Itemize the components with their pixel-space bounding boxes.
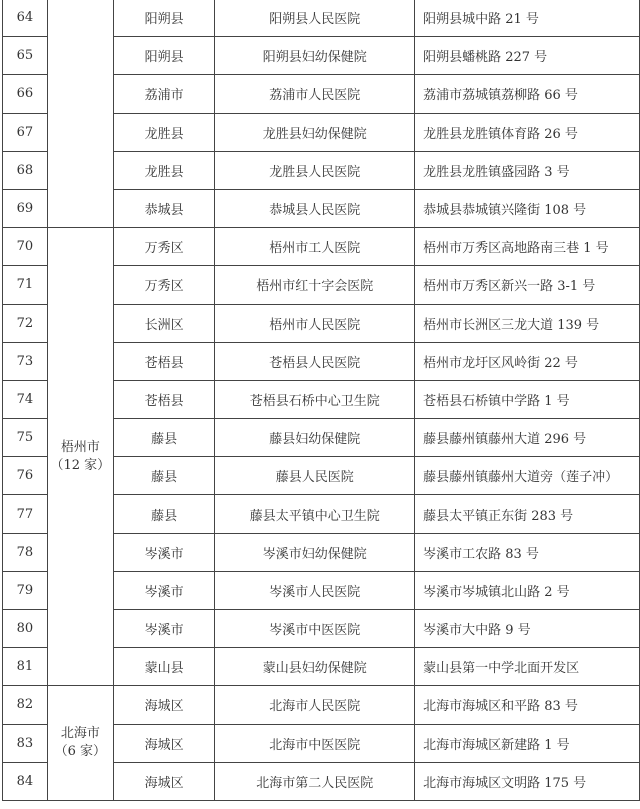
city-cell	[47, 686, 113, 801]
row-number: 67	[3, 113, 48, 151]
row-number: 73	[3, 342, 48, 380]
row-number: 68	[3, 151, 48, 189]
row-number: 64	[3, 0, 48, 37]
hospital-name: 阳朔县妇幼保健院	[215, 37, 415, 75]
county-cell: 万秀区	[113, 228, 215, 266]
county-cell: 苍梧县	[113, 380, 215, 418]
hospital-address: 梧州市万秀区高地路南三巷 1 号	[415, 228, 640, 266]
county-cell: 蒙山县	[113, 648, 215, 686]
hospital-name: 荔浦市人民医院	[215, 75, 415, 113]
hospital-name: 藤县太平镇中心卫生院	[215, 495, 415, 533]
row-number: 81	[3, 648, 48, 686]
county-cell: 恭城县	[113, 189, 215, 227]
row-number: 70	[3, 228, 48, 266]
row-number: 65	[3, 37, 48, 75]
row-number: 79	[3, 571, 48, 609]
county-cell: 苍梧县	[113, 342, 215, 380]
row-number: 80	[3, 610, 48, 648]
county-cell: 海城区	[113, 724, 215, 762]
hospital-address: 藤县太平镇正东街 283 号	[415, 495, 640, 533]
city-count: （12 家）	[50, 457, 111, 473]
hospital-address: 藤县藤州镇藤州大道旁（莲子冲）	[415, 457, 640, 495]
county-cell: 岑溪市	[113, 610, 215, 648]
city-cell	[47, 228, 113, 686]
row-number: 74	[3, 380, 48, 418]
hospital-address: 岑溪市工农路 83 号	[415, 533, 640, 571]
table-row	[3, 0, 640, 37]
hospital-address: 北海市海城区和平路 83 号	[415, 686, 640, 724]
hospital-address: 荔浦市荔城镇荔柳路 66 号	[415, 75, 640, 113]
hospital-address: 梧州市长洲区三龙大道 139 号	[415, 304, 640, 342]
county-cell: 万秀区	[113, 266, 215, 304]
row-number: 72	[3, 304, 48, 342]
hospital-name: 岑溪市人民医院	[215, 571, 415, 609]
county-cell: 岑溪市	[113, 571, 215, 609]
county-cell: 荔浦市	[113, 75, 215, 113]
county-cell: 藤县	[113, 457, 215, 495]
hospital-name: 北海市人民医院	[215, 686, 415, 724]
county-cell: 岑溪市	[113, 533, 215, 571]
hospital-name: 北海市第二人民医院	[215, 762, 415, 800]
county-cell: 龙胜县	[113, 113, 215, 151]
hospital-address: 梧州市万秀区新兴一路 3-1 号	[415, 266, 640, 304]
hospital-name: 梧州市工人医院	[215, 228, 415, 266]
hospital-name: 蒙山县妇幼保健院	[215, 648, 415, 686]
hospital-name: 岑溪市妇幼保健院	[215, 533, 415, 571]
hospital-name: 龙胜县人民医院	[215, 151, 415, 189]
hospital-address: 北海市海城区文明路 175 号	[415, 762, 640, 800]
county-cell: 藤县	[113, 495, 215, 533]
city-count: （6 家）	[54, 744, 107, 760]
county-cell: 阳朔县	[113, 37, 215, 75]
hospital-address: 龙胜县龙胜镇体育路 26 号	[415, 113, 640, 151]
hospital-name: 苍梧县人民医院	[215, 342, 415, 380]
county-cell: 长洲区	[113, 304, 215, 342]
hospital-address: 阳朔县城中路 21 号	[415, 0, 640, 37]
hospital-address: 阳朔县蟠桃路 227 号	[415, 37, 640, 75]
hospital-name: 苍梧县石桥中心卫生院	[215, 380, 415, 418]
hospital-name: 恭城县人民医院	[215, 189, 415, 227]
county-cell: 藤县	[113, 419, 215, 457]
hospital-name: 龙胜县妇幼保健院	[215, 113, 415, 151]
hospital-name: 北海市中医医院	[215, 724, 415, 762]
hospital-address: 岑溪市大中路 9 号	[415, 610, 640, 648]
county-cell: 阳朔县	[113, 0, 215, 37]
table-row	[3, 686, 640, 724]
county-cell: 海城区	[113, 762, 215, 800]
hospital-address: 梧州市龙圩区风岭街 22 号	[415, 342, 640, 380]
hospital-address: 蒙山县第一中学北面开发区	[415, 648, 640, 686]
county-cell: 海城区	[113, 686, 215, 724]
hospital-address: 岑溪市岑城镇北山路 2 号	[415, 571, 640, 609]
hospital-name: 梧州市红十字会医院	[215, 266, 415, 304]
hospital-address: 北海市海城区新建路 1 号	[415, 724, 640, 762]
row-number: 66	[3, 75, 48, 113]
hospital-address: 龙胜县龙胜镇盛园路 3 号	[415, 151, 640, 189]
hospital-name: 阳朔县人民医院	[215, 0, 415, 37]
city-name: 北海市	[60, 726, 100, 742]
city-cell	[47, 0, 113, 228]
row-number: 78	[3, 533, 48, 571]
hospital-name: 岑溪市中医医院	[215, 610, 415, 648]
city-name: 梧州市	[60, 439, 100, 455]
row-number: 76	[3, 457, 48, 495]
hospital-name: 藤县人民医院	[215, 457, 415, 495]
row-number: 75	[3, 419, 48, 457]
hospital-address: 恭城县恭城镇兴隆街 108 号	[415, 189, 640, 227]
row-number: 77	[3, 495, 48, 533]
row-number: 71	[3, 266, 48, 304]
row-number: 84	[3, 762, 48, 800]
hospital-name: 梧州市人民医院	[215, 304, 415, 342]
hospital-table	[2, 0, 640, 801]
row-number: 82	[3, 686, 48, 724]
hospital-name: 藤县妇幼保健院	[215, 419, 415, 457]
county-cell: 龙胜县	[113, 151, 215, 189]
hospital-address: 藤县藤州镇藤州大道 296 号	[415, 419, 640, 457]
row-number: 69	[3, 189, 48, 227]
hospital-address: 苍梧县石桥镇中学路 1 号	[415, 380, 640, 418]
table-row	[3, 228, 640, 266]
row-number: 83	[3, 724, 48, 762]
